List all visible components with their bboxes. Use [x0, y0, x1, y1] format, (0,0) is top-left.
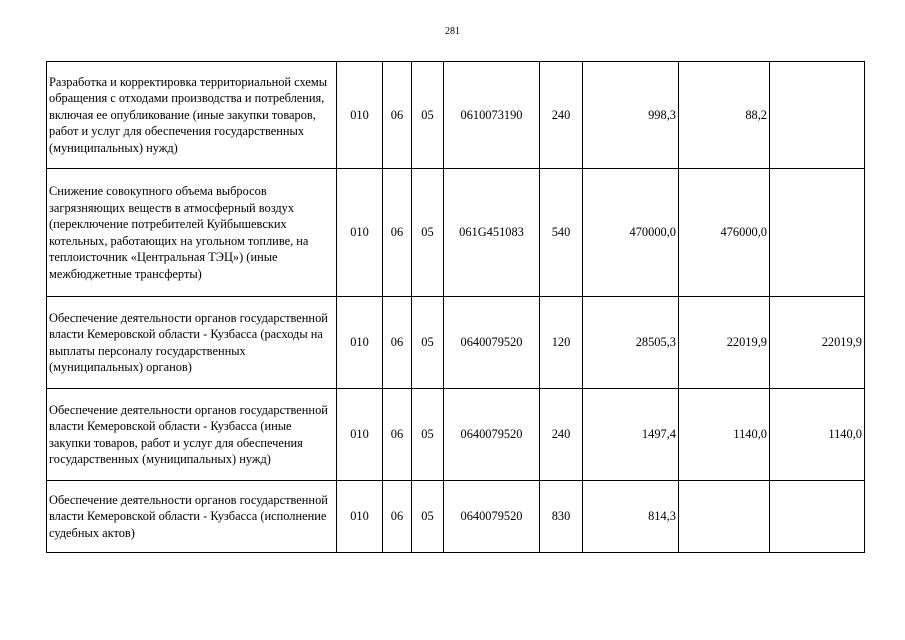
expense-type-code: 830 [540, 481, 583, 553]
sum-third: 1140,0 [770, 389, 865, 481]
ministry-code: 010 [337, 389, 383, 481]
ministry-code: 010 [337, 62, 383, 169]
section-code: 06 [383, 389, 412, 481]
sum-first: 470000,0 [583, 169, 679, 297]
row-description: Разработка и корректировка территориальной схемы обращения с отходами производства и потребления, включая ее опубликование (иные закупки товаров, работ и услуг для обеспечения государственных (муниципальных) нужд) [47, 62, 337, 169]
table-row [47, 169, 865, 297]
target-article-code: 0640079520 [444, 481, 540, 553]
table-row [47, 297, 865, 389]
sum-third [770, 481, 865, 553]
sum-second: 22019,9 [679, 297, 770, 389]
row-description: Обеспечение деятельности органов государственной власти Кемеровской области - Кузбасса (иные закупки товаров, работ и услуг для обеспечения государственных (муниципальных) нужд) [47, 389, 337, 481]
subsection-code: 05 [412, 169, 444, 297]
target-article-code: 061G451083 [444, 169, 540, 297]
section-code: 06 [383, 169, 412, 297]
sum-first: 28505,3 [583, 297, 679, 389]
sum-third [770, 62, 865, 169]
page-number: 281 [445, 26, 460, 37]
subsection-code: 05 [412, 62, 444, 169]
sum-third [770, 169, 865, 297]
ministry-code: 010 [337, 481, 383, 553]
sum-second [679, 481, 770, 553]
sum-first: 998,3 [583, 62, 679, 169]
sum-third: 22019,9 [770, 297, 865, 389]
section-code: 06 [383, 297, 412, 389]
budget-table [46, 61, 865, 553]
ministry-code: 010 [337, 169, 383, 297]
row-description: Обеспечение деятельности органов государственной власти Кемеровской области - Кузбасса (расходы на выплаты персоналу государственных (муниципальных) органов) [47, 297, 337, 389]
sum-second: 1140,0 [679, 389, 770, 481]
target-article-code: 0640079520 [444, 389, 540, 481]
expense-type-code: 240 [540, 62, 583, 169]
table-row [47, 481, 865, 553]
section-code: 06 [383, 62, 412, 169]
expense-type-code: 120 [540, 297, 583, 389]
row-description: Снижение совокупного объема выбросов загрязняющих веществ в атмосферный воздух (переключение потребителей Куйбышевских котельных, работающих на угольном топливе, на теплоисточник «Центральная ТЭЦ») (иные межбюджетные трансферты) [47, 169, 337, 297]
target-article-code: 0610073190 [444, 62, 540, 169]
section-code: 06 [383, 481, 412, 553]
subsection-code: 05 [412, 481, 444, 553]
ministry-code: 010 [337, 297, 383, 389]
sum-first: 814,3 [583, 481, 679, 553]
expense-type-code: 540 [540, 169, 583, 297]
sum-second: 88,2 [679, 62, 770, 169]
sum-second: 476000,0 [679, 169, 770, 297]
row-description: Обеспечение деятельности органов государственной власти Кемеровской области - Кузбасса (исполнение судебных актов) [47, 481, 337, 553]
sum-first: 1497,4 [583, 389, 679, 481]
expense-type-code: 240 [540, 389, 583, 481]
table-row [47, 62, 865, 169]
table-row [47, 389, 865, 481]
subsection-code: 05 [412, 297, 444, 389]
target-article-code: 0640079520 [444, 297, 540, 389]
subsection-code: 05 [412, 389, 444, 481]
